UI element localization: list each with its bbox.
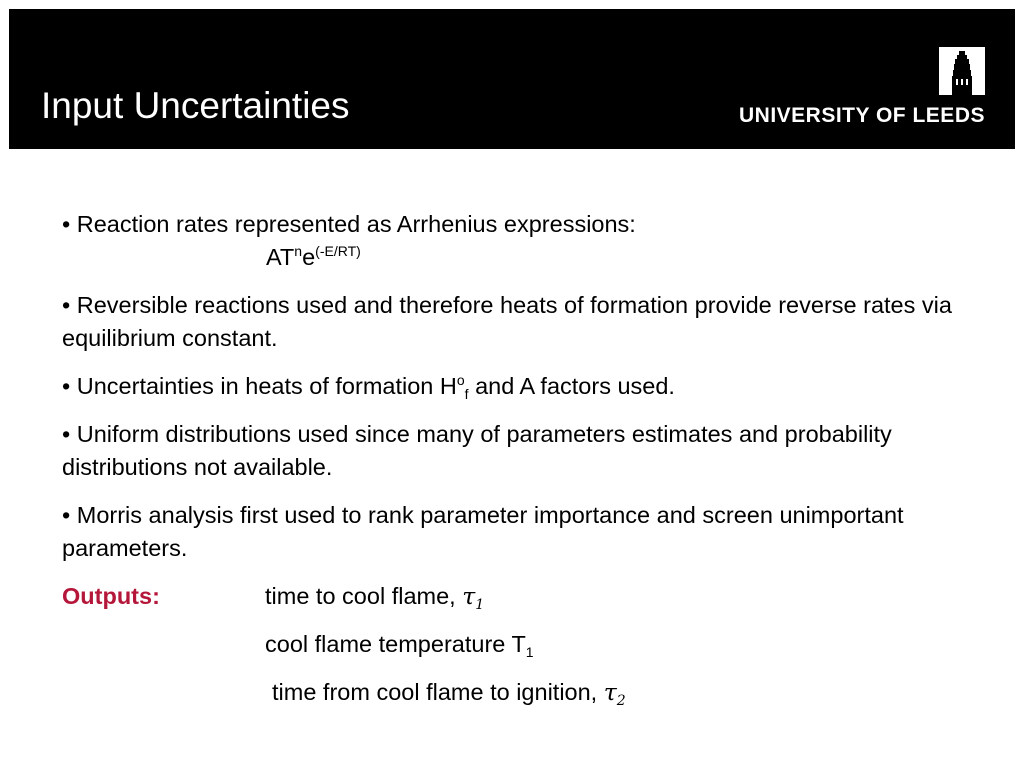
o3-text: time from cool flame to ignition, bbox=[272, 679, 604, 705]
university-name: UNIVERSITY OF LEEDS bbox=[739, 104, 985, 127]
b3-post: and A factors used. bbox=[468, 373, 675, 399]
slide-body bbox=[62, 208, 962, 709]
bullet-reversible: • Reversible reactions used and therefore heats of formation provide reverse rates via equilibrium constant. bbox=[62, 292, 952, 351]
tower-icon bbox=[939, 47, 985, 95]
b3-sub: f bbox=[464, 386, 469, 402]
slide-header bbox=[9, 9, 1015, 149]
b3-sup: o bbox=[456, 372, 465, 388]
o1-symbol: τ bbox=[462, 582, 476, 610]
o1-sub: 1 bbox=[475, 597, 485, 613]
o1-text: time to cool flame, bbox=[265, 583, 463, 609]
formula-exponent: (-E/RT) bbox=[315, 243, 361, 259]
output-time-to-ignition bbox=[272, 676, 626, 709]
slide-title: Input Uncertainties bbox=[41, 85, 350, 126]
bullet-heats-of-formation bbox=[62, 370, 962, 403]
bullet-morris-analysis: • Morris analysis first used to rank parameter importance and screen unimportant parameters. bbox=[62, 502, 904, 561]
formula-e: e bbox=[302, 244, 316, 270]
bullet-arrhenius: • Reaction rates represented as Arrhenius expressions: bbox=[62, 211, 636, 237]
o2-sub: 1 bbox=[525, 644, 534, 660]
formula-n: n bbox=[294, 243, 303, 259]
outputs-row-2 bbox=[62, 628, 962, 661]
o3-sub: 2 bbox=[616, 693, 626, 709]
output-time-to-cool-flame bbox=[265, 580, 484, 613]
o2-text: cool flame temperature T bbox=[265, 631, 526, 657]
university-logo bbox=[739, 47, 985, 126]
arrhenius-formula bbox=[62, 241, 962, 274]
bullet-uniform-distributions: • Uniform distributions used since many of parameters estimates and probability distributions not available. bbox=[62, 421, 892, 480]
o3-symbol: τ bbox=[603, 678, 617, 706]
outputs-label: Outputs: bbox=[62, 583, 160, 609]
outputs-row-3 bbox=[62, 676, 962, 709]
outputs-row-1 bbox=[62, 580, 962, 613]
b3-pre: • Uncertainties in heats of formation H bbox=[62, 373, 457, 399]
output-cool-flame-temperature bbox=[265, 628, 534, 661]
formula-base: AT bbox=[266, 244, 295, 270]
